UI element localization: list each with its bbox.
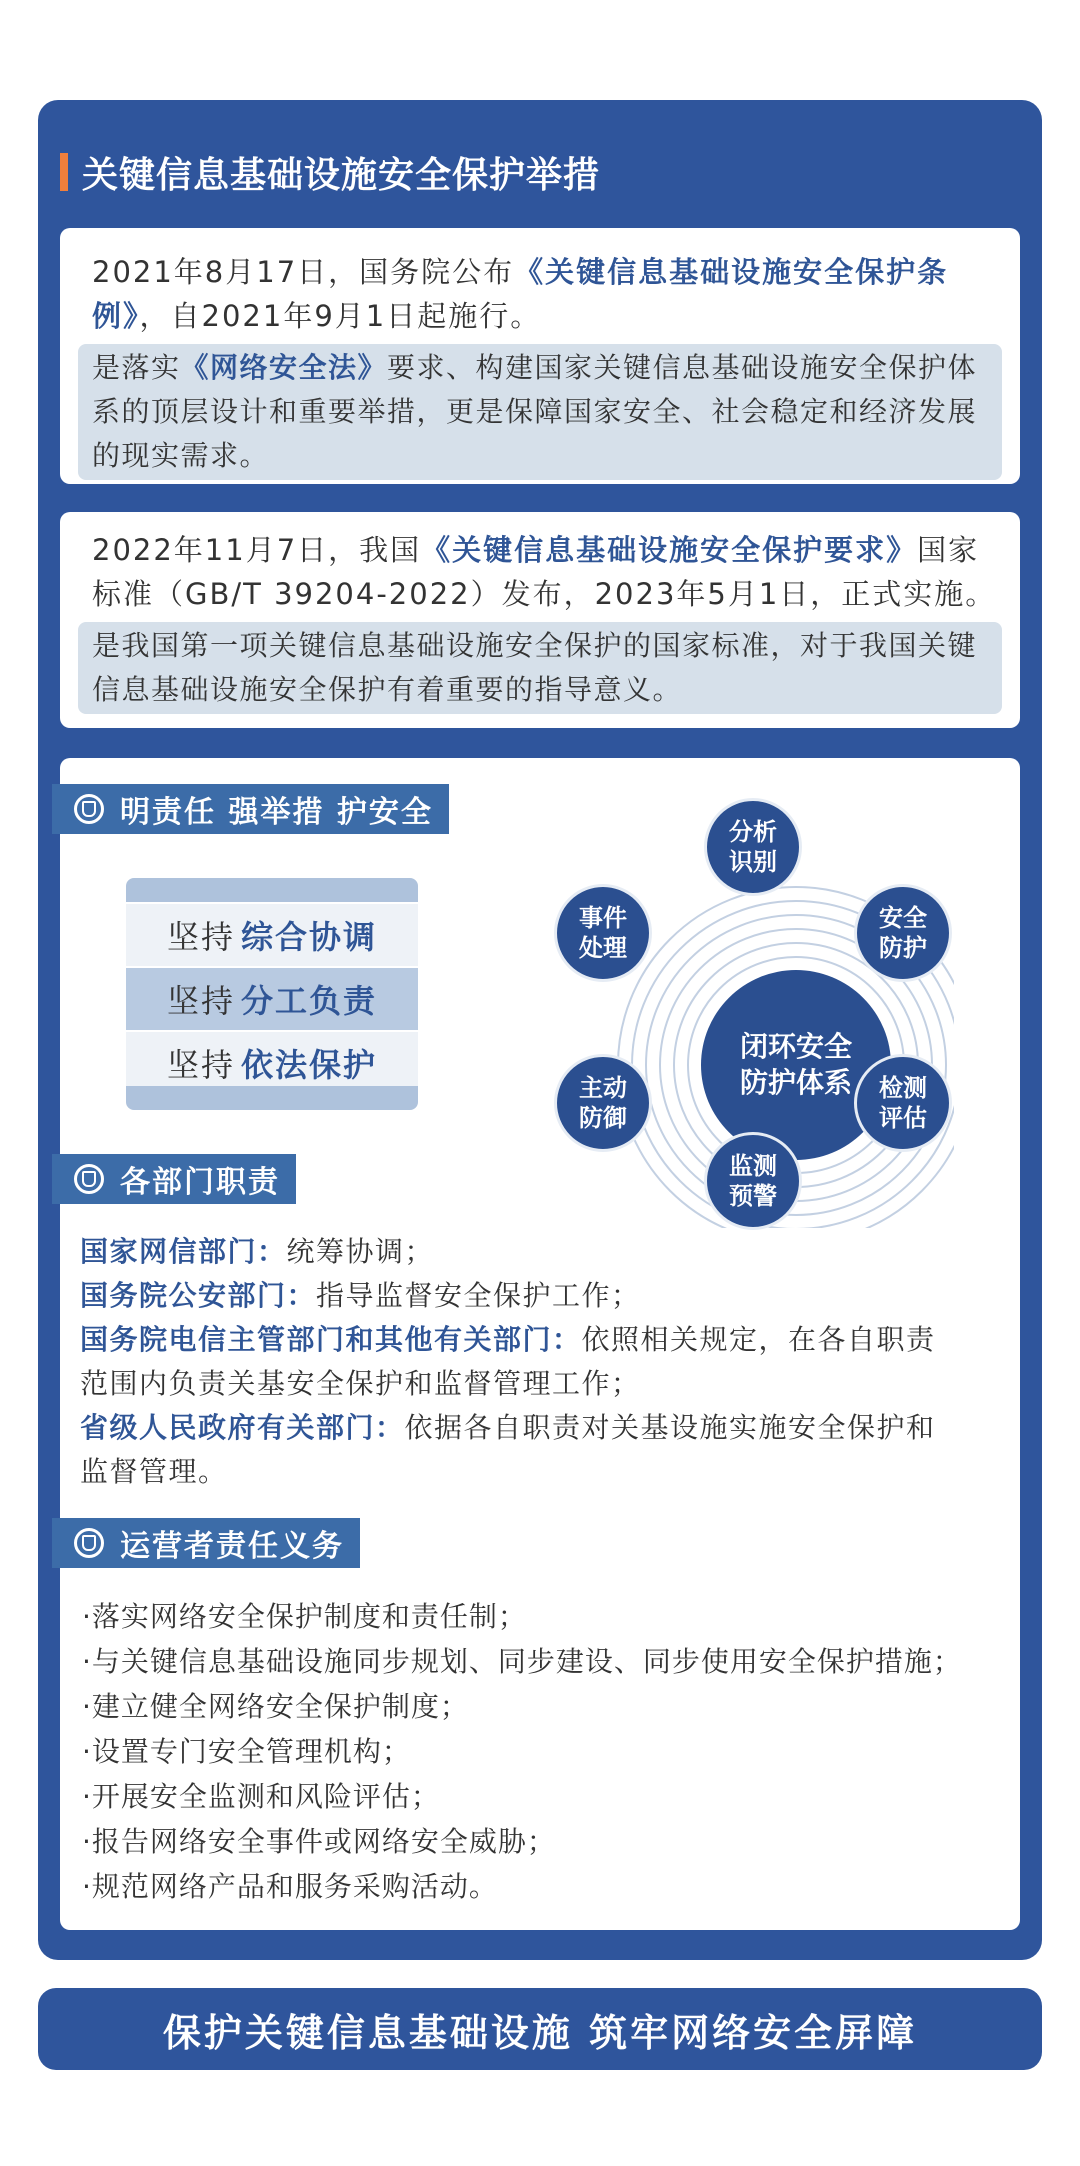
core-line-2: 防护体系 — [739, 1066, 852, 1099]
list-item: ·报告网络安全事件或网络安全威胁； — [82, 1825, 556, 1858]
list-item: ·设置专门安全管理机构； — [82, 1735, 411, 1768]
list-item: ·落实网络安全保护制度和责任制； — [82, 1600, 527, 1633]
principle-key: 依法保护 — [241, 1046, 378, 1084]
section-tag-departments — [52, 1154, 296, 1204]
standard-date-text: 2022年11月7日，我国 — [92, 533, 422, 567]
principles-list — [126, 878, 418, 1110]
cycle-node — [554, 1054, 652, 1152]
page-title — [60, 150, 600, 194]
node-line-1: 安全 — [879, 904, 927, 932]
list-item: ·规范网络产品和服务采购活动。 — [82, 1870, 498, 1903]
shield-icon — [74, 1164, 104, 1194]
list-item: ·与关键信息基础设施同步规划、同步建设、同步使用安全保护措施； — [82, 1645, 962, 1678]
section-title: 明责任 强举措 护安全 — [120, 795, 433, 830]
principles-cap-top — [126, 878, 418, 902]
responsibility-row-cont: 监督管理。 — [80, 1455, 228, 1488]
principle-item — [126, 1032, 418, 1094]
standard-line-1 — [92, 528, 998, 572]
list-item: ·建立健全网络安全保护制度； — [82, 1690, 469, 1723]
regulation-name-end: 例》 — [92, 299, 140, 333]
cycle-node — [854, 884, 952, 982]
regulation-effective-text: ，自2021年9月1日起施行。 — [139, 299, 542, 333]
responsibility-row — [80, 1318, 1010, 1362]
section-tag-operators — [52, 1518, 360, 1568]
cycle-node — [854, 1054, 952, 1152]
principle-prefix: 坚持 — [166, 918, 235, 956]
node-line-2: 处理 — [579, 934, 627, 962]
node-line-2: 识别 — [729, 848, 777, 876]
department-name: 省级人民政府有关部门： — [80, 1411, 405, 1444]
responsibility-row — [80, 1230, 1010, 1274]
node-line-1: 事件 — [579, 904, 627, 932]
section-title: 各部门职责 — [120, 1165, 280, 1200]
standard-line-2: 标准（GB/T 39204-2022）发布，2023年5月1日，正式实施。 — [92, 577, 997, 611]
node-line-2: 评估 — [879, 1104, 927, 1132]
department-duty: 依照相关规定，在各自职责 — [581, 1323, 936, 1356]
regulation-name: 《关键信息基础设施安全保护条 — [514, 255, 949, 289]
section-title: 运营者责任义务 — [120, 1529, 344, 1564]
principle-prefix: 坚持 — [166, 982, 235, 1020]
department-name: 国家网信部门： — [80, 1235, 287, 1268]
department-name: 国务院公安部门： — [80, 1279, 317, 1312]
node-line-2: 防御 — [579, 1104, 627, 1132]
law-name: 《网络安全法》 — [180, 351, 388, 384]
node-line-2: 预警 — [729, 1182, 777, 1210]
protection-cycle-diagram — [554, 798, 954, 1228]
responsibility-row — [80, 1406, 1010, 1450]
department-duty: 指导监督安全保护工作； — [316, 1279, 641, 1312]
node-line-1: 监测 — [729, 1152, 777, 1180]
node-line-2: 防护 — [879, 934, 927, 962]
standard-note: 是我国第一项关键信息基础设施安全保护的国家标准，对于我国关键信息基础设施安全保护有着重要的指导意义。 — [78, 622, 1002, 714]
regulation-line-1 — [92, 250, 998, 294]
regulation-note — [78, 344, 1002, 480]
shield-icon — [74, 794, 104, 824]
section-tag-responsibility — [52, 784, 449, 834]
regulation-card — [60, 228, 1020, 484]
node-line-1: 主动 — [579, 1074, 627, 1102]
regulation-date-text: 2021年8月17日，国务院公布 — [92, 255, 515, 289]
note-text-a: 是落实 — [92, 351, 181, 384]
department-duty: 依据各自职责对关基设施实施安全保护和 — [404, 1411, 936, 1444]
department-name: 国务院电信主管部门和其他有关部门： — [80, 1323, 582, 1356]
principle-key: 分工负责 — [241, 982, 378, 1020]
shield-icon — [74, 1528, 104, 1558]
responsibility-row-cont: 范围内负责关基安全保护和监督管理工作； — [80, 1367, 641, 1400]
page-title-text: 关键信息基础设施安全保护举措 — [82, 154, 601, 196]
standard-card — [60, 512, 1020, 728]
node-line-1: 分析 — [729, 818, 777, 846]
standard-line-1-tail: 国家 — [917, 533, 980, 567]
cycle-node — [554, 884, 652, 982]
principle-prefix: 坚持 — [166, 1046, 235, 1084]
department-duty: 统筹协调； — [286, 1235, 435, 1268]
title-accent-bar — [60, 153, 68, 191]
operator-duties-list — [82, 1594, 1012, 1909]
list-item: ·开展安全监测和风险评估； — [82, 1780, 440, 1813]
responsibility-row — [80, 1274, 1010, 1318]
note-text-b: 要求、构建国家关键信息基础设施安全保护体系的顶层设计和重要举措，更是保障国家安全、社会稳定和经济发展的现实需求。 — [92, 351, 978, 472]
principle-key: 综合协调 — [241, 918, 378, 956]
principles-cap-bottom — [126, 1086, 418, 1110]
core-line-1: 闭环安全 — [739, 1030, 852, 1063]
standard-name: 《关键信息基础设施安全保护要求》 — [421, 533, 918, 567]
footer-slogan: 保护关键信息基础设施 筑牢网络安全屏障 — [162, 2010, 918, 2055]
cycle-node — [704, 1132, 802, 1230]
regulation-line-2 — [92, 294, 998, 338]
footer-banner — [38, 1988, 1042, 2070]
cycle-node — [704, 798, 802, 896]
node-line-1: 检测 — [879, 1074, 927, 1102]
department-responsibilities — [80, 1230, 1010, 1494]
principle-item — [126, 968, 418, 1030]
principle-item — [126, 904, 418, 966]
